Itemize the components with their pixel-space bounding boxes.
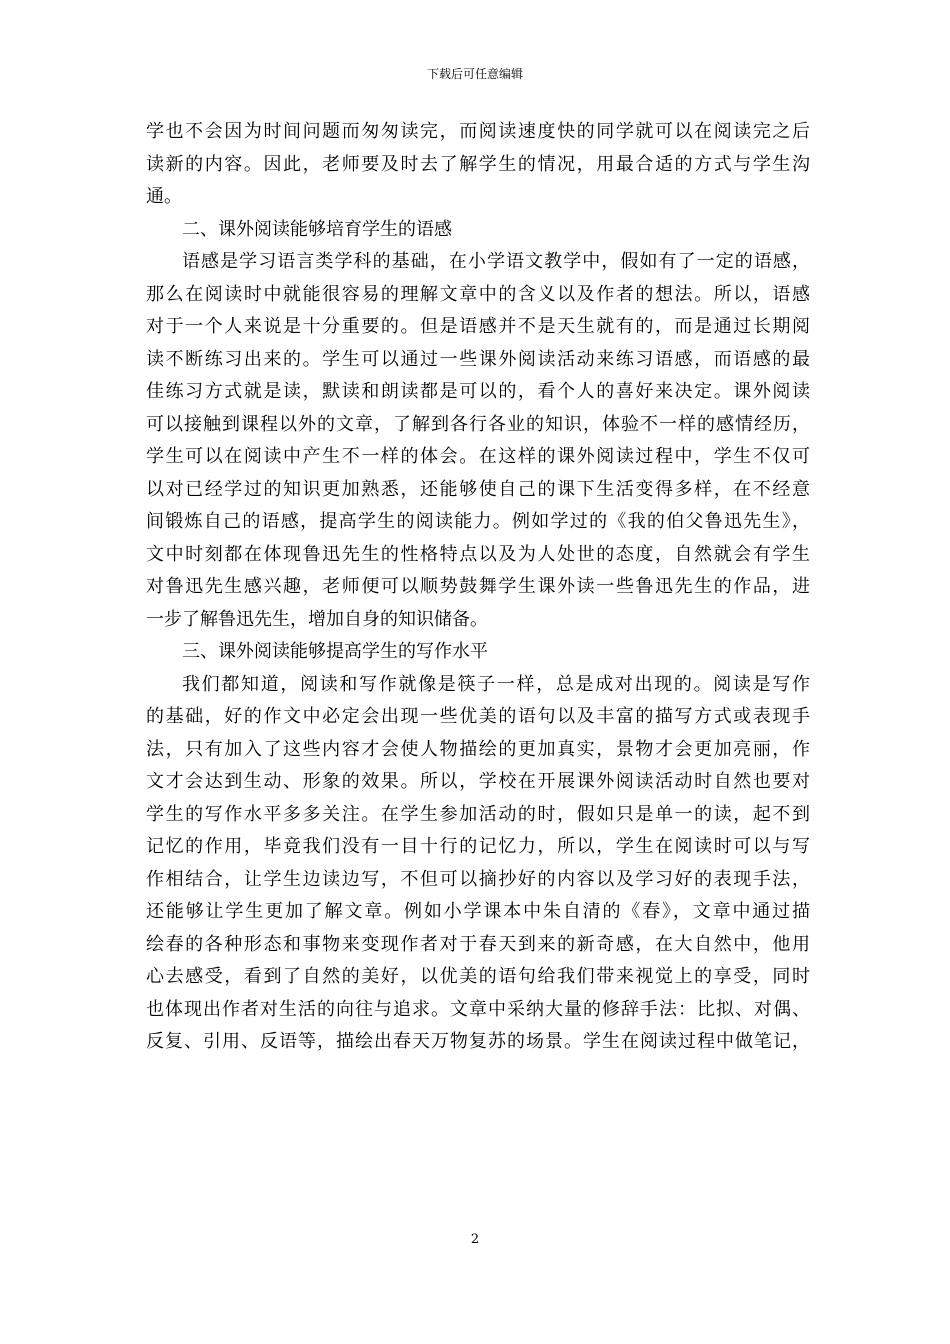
text-line: 学生的写作水平多多关注。在学生参加活动的时，假如只是单一的读，起不到 bbox=[146, 803, 810, 825]
text-line: 二、课外阅读能够培育学生的语感 bbox=[182, 218, 452, 240]
text-line: 学也不会因为时间问题而匆匆读完，而阅读速度快的同学就可以在阅读完之后 bbox=[146, 121, 810, 142]
text-line: 一步了解鲁迅先生，增加自身的知识储备。 bbox=[146, 608, 488, 630]
text-line: 心去感受，看到了自然的美好，以优美的语句给我们带来视觉上的享受，同时 bbox=[146, 966, 810, 987]
text-line: 文才会达到生动、形象的效果。所以，学校在开展课外阅读活动时自然也要对 bbox=[146, 771, 810, 792]
text-line: 作相结合，让学生边读边写，不但可以摘抄好的内容以及学习好的表现手法， bbox=[146, 868, 810, 890]
text-line: 读不断练习出来的。学生可以通过一些课外阅读活动来练习语感，而语感的最 bbox=[146, 348, 810, 370]
text-line: 记忆的作用，毕竟我们没有一目十行的记忆力，所以，学生在阅读时可以与写 bbox=[146, 836, 810, 857]
page-header: 下载后可任意编辑 bbox=[426, 67, 523, 81]
text-line: 间锻炼自己的语感，提高学生的阅读能力。例如学过的《我的伯父鲁迅先生》， bbox=[146, 511, 810, 532]
text-line: 还能够让学生更加了解文章。例如小学课本中朱自清的《春》，文章中通过描 bbox=[146, 901, 810, 922]
text-line: 反复、引用、反语等，描绘出春天万物复苏的场景。学生在阅读过程中做笔记， bbox=[146, 1031, 810, 1052]
text-line: 语感是学习语言类学科的基础，在小学语文教学中，假如有了一定的语感， bbox=[182, 251, 810, 272]
document-body bbox=[146, 116, 810, 1059]
text-line: 绘春的各种形态和事物来变现作者对于春天到来的新奇感，在大自然中，他用 bbox=[146, 933, 810, 955]
text-line: 佳练习方式就是读，默读和朗读都是可以的，看个人的喜好来决定。课外阅读 bbox=[146, 381, 810, 402]
text-line: 学生可以在阅读中产生不一样的体会。在这样的课外阅读过程中，学生不仅可 bbox=[146, 446, 810, 467]
text-line: 通。 bbox=[146, 186, 182, 207]
text-line: 我们都知道，阅读和写作就像是筷子一样，总是成对出现的。阅读是写作 bbox=[182, 673, 810, 695]
page-number: 2 bbox=[470, 1232, 480, 1247]
text-line: 对于一个人来说是十分重要的。但是语感并不是天生就有的，而是通过长期阅 bbox=[146, 316, 810, 337]
text-line: 读新的内容。因此，老师要及时去了解学生的情况，用最合适的方式与学生沟 bbox=[146, 153, 810, 175]
text-line: 也体现出作者对生活的向往与追求。文章中采纳大量的修辞手法：比拟、对偶、 bbox=[146, 998, 810, 1020]
text-line: 法，只有加入了这些内容才会使人物描绘的更加真实，景物才会更加亮丽，作 bbox=[146, 738, 810, 760]
text-line: 对鲁迅先生感兴趣，老师便可以顺势鼓舞学生课外读一些鲁迅先生的作品，进 bbox=[146, 576, 810, 597]
text-line: 的基础，好的作文中必定会出现一些优美的语句以及丰富的描写方式或表现手 bbox=[146, 706, 810, 727]
text-line: 三、课外阅读能够提高学生的写作水平 bbox=[182, 641, 488, 662]
text-line: 可以接触到课程以外的文章，了解到各行各业的知识，体验不一样的感情经历， bbox=[146, 413, 810, 435]
text-line: 那么在阅读时中就能很容易的理解文章中的含义以及作者的想法。所以，语感 bbox=[146, 283, 810, 305]
text-line: 文中时刻都在体现鲁迅先生的性格特点以及为人处世的态度，自然就会有学生 bbox=[146, 543, 810, 565]
text-line: 以对已经学过的知识更加熟悉，还能够使自己的课下生活变得多样，在不经意 bbox=[146, 478, 810, 500]
